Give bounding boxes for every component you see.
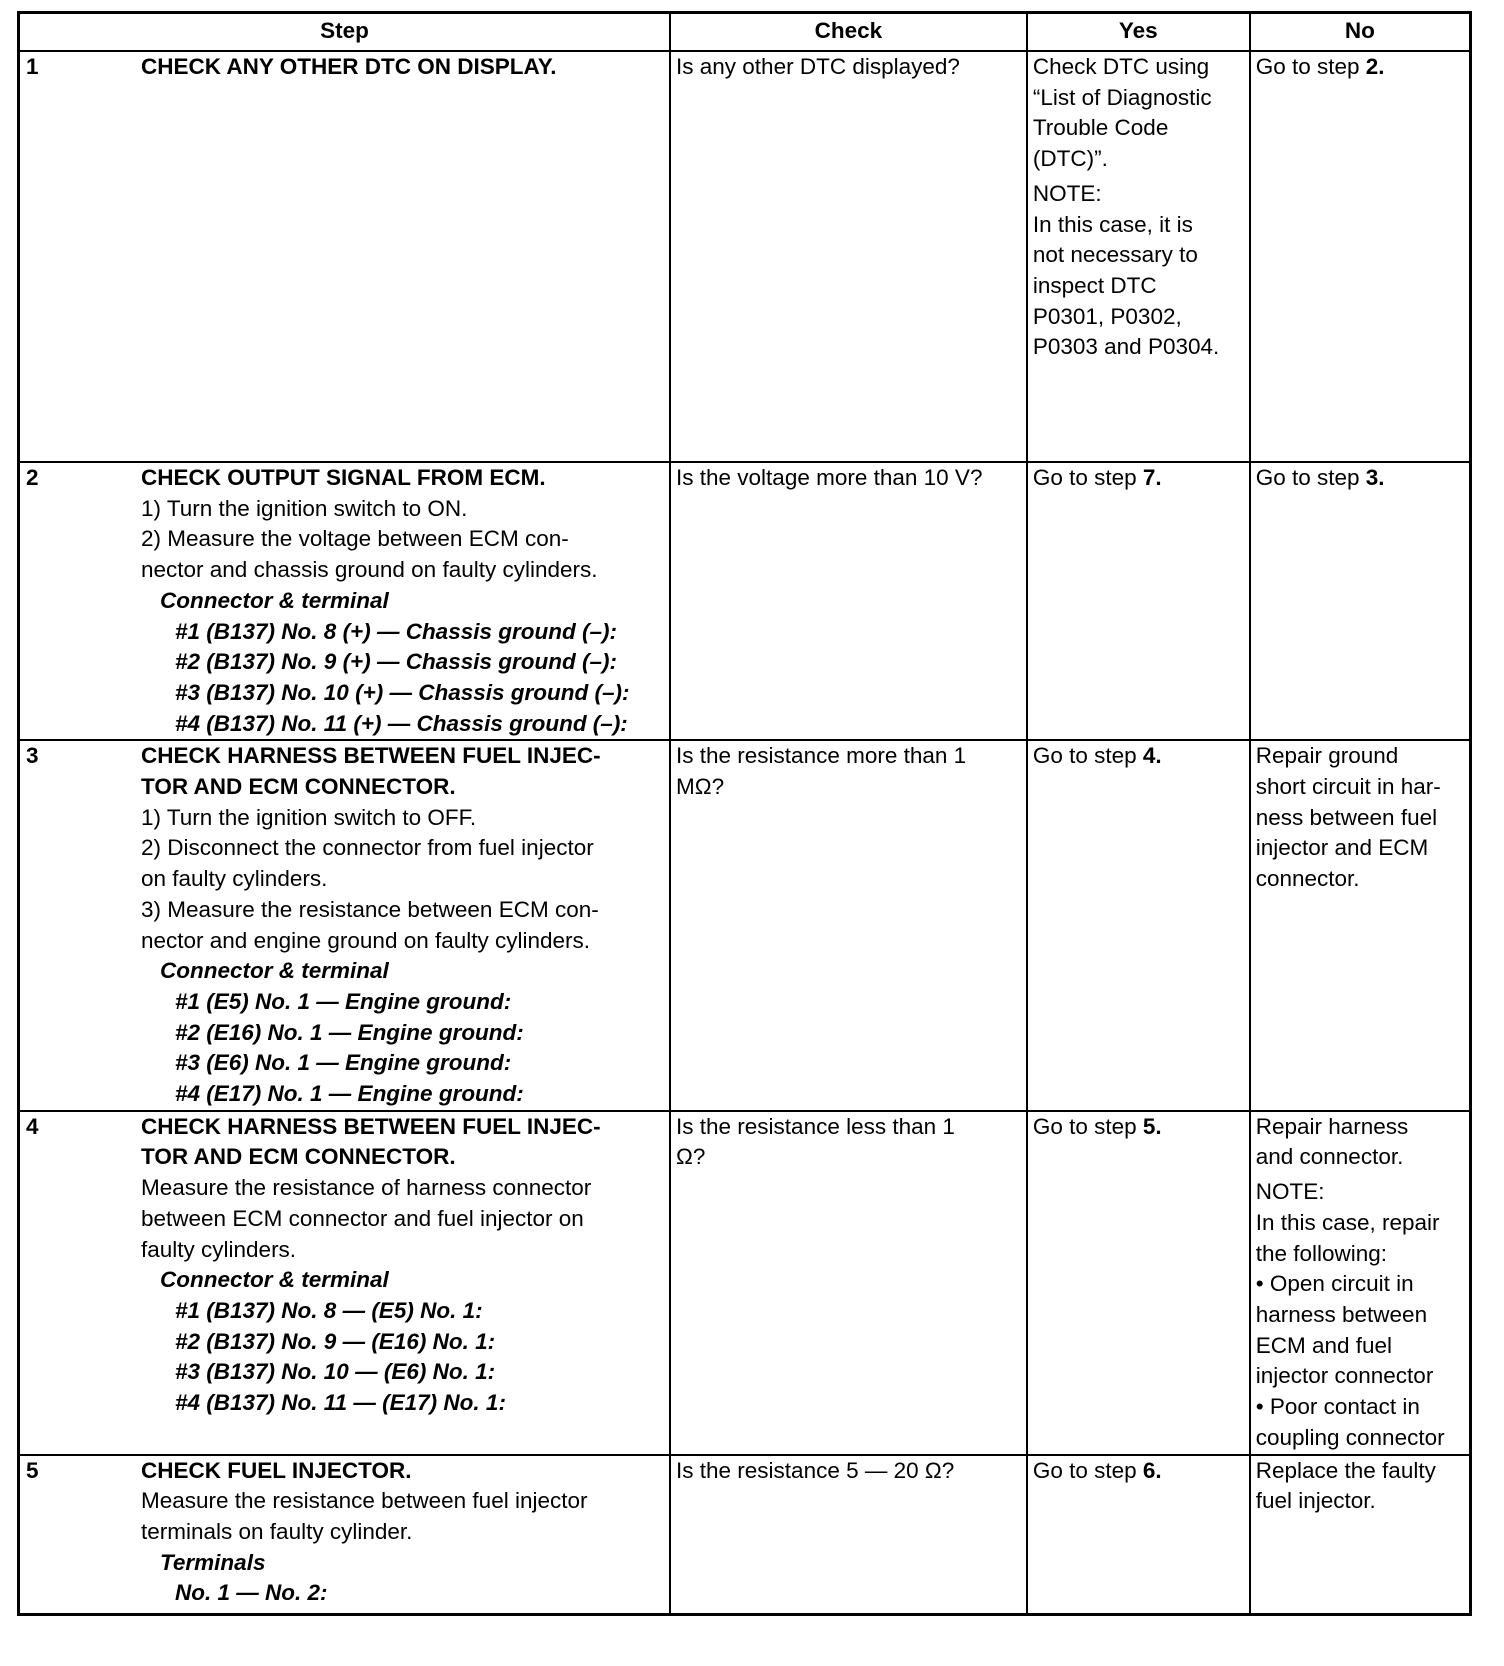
yes-line: (DTC)”. [1032, 146, 1108, 172]
no-cell [1250, 740, 1471, 1110]
header-check: Check [670, 13, 1027, 52]
header-step: Step [19, 13, 671, 52]
check-question: Is the resistance 5 — 20 Ω? [676, 1457, 955, 1483]
note-line: ECM and fuel [1255, 1332, 1393, 1358]
step-number: 4 [26, 1113, 39, 1139]
goto-text: Go to step [1032, 743, 1143, 769]
step-row-4 [19, 1111, 1471, 1455]
step-cell [19, 1111, 671, 1455]
no-cell [1250, 462, 1471, 740]
check-question: Ω? [676, 1144, 706, 1170]
instruction-line: 2) Measure the voltage between ECM con- [141, 526, 569, 552]
instruction-line: 2) Disconnect the connector from fuel injector [141, 835, 594, 861]
step-number: 3 [26, 743, 39, 769]
connector-terminal: #3 (B137) No. 10 (+) — Chassis ground (–): [175, 679, 630, 705]
note-line: coupling connector [1255, 1424, 1445, 1450]
instruction-line: 3) Measure the resistance between ECM con- [141, 896, 599, 922]
connector-terminal: #2 (B137) No. 9 (+) — Chassis ground (–): [175, 649, 617, 675]
note-line: inspect DTC [1032, 272, 1157, 298]
step-title: CHECK HARNESS BETWEEN FUEL INJEC- [141, 1113, 601, 1139]
check-cell [670, 1455, 1027, 1615]
connector-terminal: #2 (E16) No. 1 — Engine ground: [175, 1019, 524, 1045]
note-line: P0303 and P0304. [1032, 334, 1220, 360]
instruction-line: terminals on faulty cylinder. [141, 1518, 413, 1544]
step-number: 5 [26, 1457, 39, 1483]
instruction-line: on faulty cylinders. [141, 866, 328, 892]
note-line: • Open circuit in [1255, 1271, 1414, 1297]
no-line: Repair ground [1255, 743, 1399, 769]
header-row [19, 13, 1471, 52]
connector-terminal: #1 (B137) No. 8 — (E5) No. 1: [175, 1297, 483, 1323]
note-line: P0301, P0302, [1032, 303, 1182, 329]
goto-step: 3. [1365, 465, 1385, 490]
step-title: TOR AND ECM CONNECTOR. [141, 1144, 456, 1170]
goto-step: 4. [1142, 743, 1162, 769]
no-cell [1250, 51, 1471, 462]
connector-terminal: #1 (E5) No. 1 — Engine ground: [175, 988, 512, 1014]
note-line: injector connector [1255, 1363, 1434, 1389]
no-line: Replace the faulty [1255, 1457, 1436, 1483]
connector-terminal: #4 (B137) No. 11 — (E17) No. 1: [175, 1390, 506, 1416]
step-row-5 [19, 1455, 1471, 1615]
goto-text: Go to step [1255, 465, 1366, 490]
instruction-line: 1) Turn the ignition switch to OFF. [141, 804, 477, 830]
check-question: Is the resistance more than 1 [676, 743, 967, 769]
goto-text: Go to step [1032, 1457, 1143, 1483]
yes-line: Check DTC using [1032, 54, 1210, 79]
check-question: MΩ? [676, 774, 725, 800]
step-row-2 [19, 462, 1471, 740]
yes-cell [1027, 1111, 1250, 1455]
goto-text: Go to step [1032, 465, 1143, 490]
note-line: In this case, repair [1255, 1209, 1440, 1235]
yes-line: “List of Diagnostic [1032, 84, 1212, 110]
step-row-3 [19, 740, 1471, 1110]
instruction-line: nector and chassis ground on faulty cylinders. [141, 557, 598, 583]
no-cell [1250, 1455, 1471, 1615]
yes-cell [1027, 51, 1250, 462]
step-title: CHECK HARNESS BETWEEN FUEL INJEC- [141, 743, 601, 769]
step-cell [19, 51, 671, 462]
instruction-line: 1) Turn the ignition switch to ON. [141, 495, 468, 521]
goto-step: 2. [1365, 54, 1385, 79]
note-line: not necessary to [1032, 242, 1198, 268]
instruction-line: nector and engine ground on faulty cylinders. [141, 927, 591, 953]
step-cell [19, 1455, 671, 1615]
connector-terminal: No. 1 — No. 2: [175, 1580, 328, 1606]
yes-line: Trouble Code [1032, 115, 1169, 141]
yes-cell [1027, 740, 1250, 1110]
check-question: Is the voltage more than 10 V? [676, 465, 983, 490]
step-title: CHECK ANY OTHER DTC ON DISPLAY. [141, 54, 557, 79]
check-question: Is any other DTC displayed? [676, 54, 960, 79]
no-cell [1250, 1111, 1471, 1455]
no-line: injector and ECM [1255, 835, 1429, 861]
connector-terminal: #3 (B137) No. 10 — (E6) No. 1: [175, 1359, 496, 1385]
note-line: the following: [1255, 1240, 1388, 1266]
connector-terminal: #3 (E6) No. 1 — Engine ground: [175, 1050, 512, 1076]
note-line: • Poor contact in [1255, 1394, 1420, 1420]
no-line: short circuit in har- [1255, 774, 1441, 800]
no-line: and connector. [1255, 1144, 1404, 1170]
step-cell [19, 740, 671, 1110]
diagnostic-procedure-table [17, 11, 1472, 1616]
note-label: NOTE: [1255, 1179, 1325, 1205]
no-line: connector. [1255, 866, 1360, 892]
instruction-line: between ECM connector and fuel injector on [141, 1205, 584, 1231]
step-title: TOR AND ECM CONNECTOR. [141, 774, 456, 800]
step-number: 1 [26, 54, 39, 79]
instruction-line: Measure the resistance of harness connector [141, 1175, 592, 1201]
goto-step: 5. [1142, 1113, 1162, 1139]
connector-heading: Connector & terminal [160, 958, 389, 984]
connector-heading: Terminals [160, 1549, 266, 1575]
connector-terminal: #4 (E17) No. 1 — Engine ground: [175, 1081, 524, 1107]
connector-terminal: #2 (B137) No. 9 — (E16) No. 1: [175, 1328, 496, 1354]
connector-heading: Connector & terminal [160, 1267, 389, 1293]
check-cell [670, 1111, 1027, 1455]
check-cell [670, 462, 1027, 740]
no-line: Repair harness [1255, 1113, 1409, 1139]
step-title: CHECK FUEL INJECTOR. [141, 1457, 412, 1483]
connector-terminal: #4 (B137) No. 11 (+) — Chassis ground (–): [175, 710, 628, 736]
step-number: 2 [26, 465, 39, 490]
header-no: No [1250, 13, 1471, 52]
goto-step: 6. [1142, 1457, 1162, 1483]
connector-heading: Connector & terminal [160, 587, 389, 613]
goto-text: Go to step [1255, 54, 1366, 79]
check-cell [670, 740, 1027, 1110]
header-yes: Yes [1027, 13, 1250, 52]
step-title: CHECK OUTPUT SIGNAL FROM ECM. [141, 465, 546, 490]
instruction-line: faulty cylinders. [141, 1236, 297, 1262]
goto-text: Go to step [1032, 1113, 1143, 1139]
connector-terminal: #1 (B137) No. 8 (+) — Chassis ground (–): [175, 618, 617, 644]
yes-cell [1027, 1455, 1250, 1615]
instruction-line: Measure the resistance between fuel injector [141, 1488, 588, 1514]
check-cell [670, 51, 1027, 462]
note-line: harness between [1255, 1301, 1428, 1327]
yes-cell [1027, 462, 1250, 740]
goto-step: 7. [1142, 465, 1162, 490]
check-question: Is the resistance less than 1 [676, 1113, 955, 1139]
step-row-1 [19, 51, 1471, 462]
note-line: In this case, it is [1032, 211, 1193, 237]
note-label: NOTE: [1032, 180, 1102, 206]
no-line: fuel injector. [1255, 1488, 1376, 1514]
step-cell [19, 462, 671, 740]
no-line: ness between fuel [1255, 804, 1438, 830]
